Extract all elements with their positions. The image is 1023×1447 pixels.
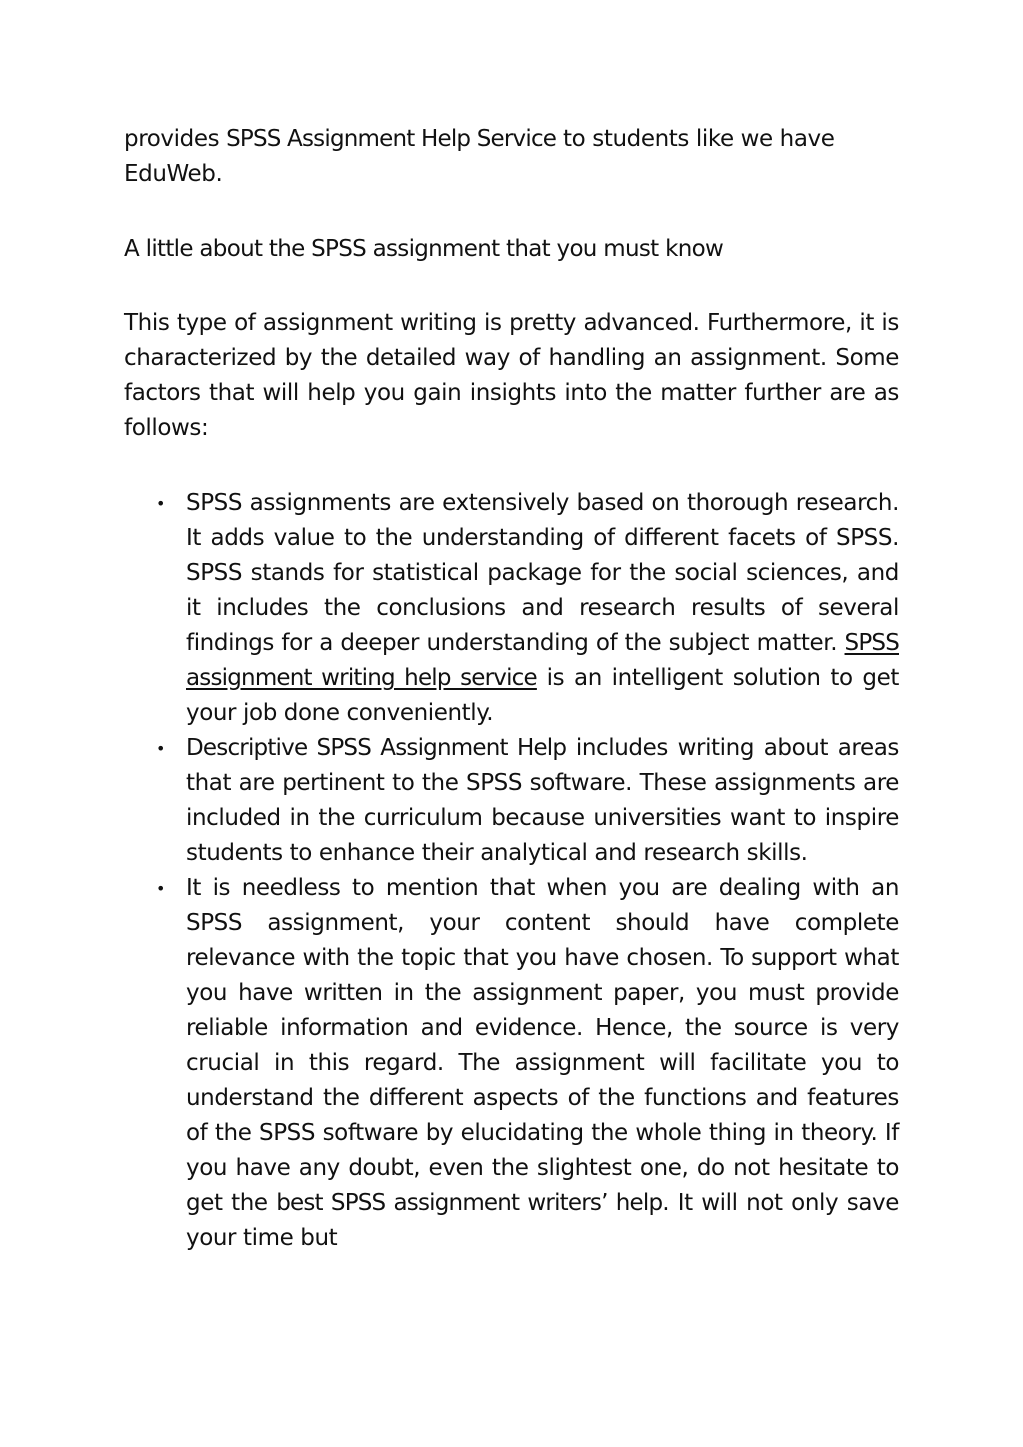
list-item-text: includes writing about areas that are pertinent to the SPSS software. These assignments are included in the curriculum because universities want to inspire students to enhance their analytical and research skills. — [186, 735, 899, 866]
list-item-text: SPSS assignments are extensively based on thorough research. It adds value to the understanding of different facets of SPSS. SPSS stands for statistical package for the social sciences, and it includes the conclusions and research results of several findings for a deeper understanding of the subject matter. — [186, 490, 899, 656]
bullet-icon: • — [156, 494, 166, 513]
intro-paragraph — [124, 122, 899, 192]
document-page — [124, 122, 899, 1256]
list-item-text: It is needless to mention that when you are dealing with an SPSS assignment, your content should have complete relevance with the topic that you have chosen. To support what you have written in the assignment paper, you must provide reliable information and evidence. Hence, the source is very crucial in this regard. The assignment will facilitate you to understand the different aspects of the functions and features of the SPSS software by elucidating the whole thing in theory. If you have any doubt, even the slightest one, do not hesitate to get the — [186, 875, 899, 1216]
bullet-icon: • — [156, 739, 166, 758]
spss-writing-service-link[interactable]: SPSS assignment writing help service — [186, 630, 899, 691]
list-item — [124, 486, 899, 731]
list-item-text: is an intelligent solution to get your job done conveniently. — [186, 665, 899, 726]
section-heading: A little about the SPSS assignment that you must know — [124, 236, 724, 262]
list-item — [124, 731, 899, 871]
list-item-text: . It will not only save your time but — [186, 1190, 899, 1251]
bullet-icon: • — [156, 879, 166, 898]
intro-service-name: SPSS Assignment Help Service — [226, 126, 557, 152]
intro-prefix: provides — [124, 126, 227, 152]
list-item-emphasis: best SPSS assignment writers’ help — [276, 1190, 663, 1216]
list-item — [124, 871, 899, 1256]
body-paragraph: This type of assignment writing is pretty advanced. Furthermore, it is characterized by the detailed way of handling an assignment. Some factors that will help you gain insights into the matter further are as follows: — [124, 310, 899, 441]
list-item-lead: Descriptive SPSS Assignment Help — [186, 735, 567, 761]
factors-list — [124, 486, 899, 1256]
intro-suffix: to students like we have EduWeb. — [124, 126, 835, 187]
